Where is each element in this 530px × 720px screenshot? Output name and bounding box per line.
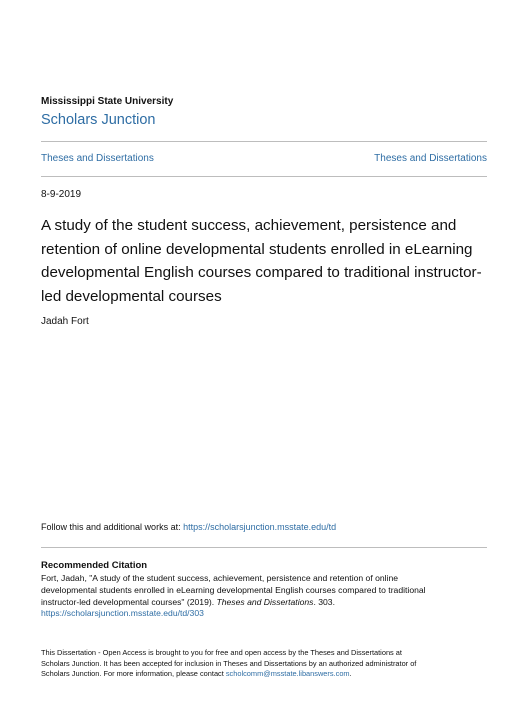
collection-link-right[interactable]: Theses and Dissertations	[374, 153, 487, 164]
citation-line: Fort, Jadah, "A study of the student success, achievement, persistence and retention of online	[41, 573, 399, 583]
follow-line	[41, 522, 336, 532]
follow-link[interactable]: https://scholarsjunction.msstate.edu/td	[183, 522, 337, 532]
repository-link[interactable]: Scholars Junction	[41, 112, 156, 128]
institution-name: Mississippi State University	[41, 96, 174, 107]
citation-line: developmental students enrolled in eLearning developmental English courses compared to traditional	[41, 584, 426, 595]
follow-text: Follow this and additional works at:	[41, 522, 184, 532]
divider	[41, 547, 487, 548]
divider	[41, 141, 487, 142]
cover-page	[41, 0, 487, 720]
author-name: Jadah Fort	[41, 316, 89, 327]
citation-heading: Recommended Citation	[41, 560, 148, 571]
title-line: led developmental courses	[41, 287, 222, 305]
citation-series: Theses and Dissertations	[216, 596, 314, 607]
notice-end: .	[349, 669, 352, 679]
notice-line: Scholars Junction. For more information, please contact	[41, 669, 226, 679]
document-title	[41, 214, 487, 308]
title-line: retention of online developmental students enrolled in eLearning	[41, 240, 473, 258]
divider	[41, 176, 487, 177]
citation-url-link[interactable]: https://scholarsjunction.msstate.edu/td/303	[41, 608, 204, 619]
title-line: A study of the student success, achievement, persistence and	[41, 217, 457, 234]
notice-line: Scholars Junction. It has been accepted for inclusion in Theses and Dissertations by an authorized administrator of	[41, 658, 417, 668]
publication-date: 8-9-2019	[41, 189, 82, 200]
collection-link-left[interactable]: Theses and Dissertations	[41, 153, 154, 164]
citation-number: . 303.	[313, 596, 335, 607]
contact-email-link[interactable]: scholcomm@msstate.libanswers.com	[225, 669, 350, 679]
citation-line: instructor-led developmental courses" (2019).	[41, 596, 217, 607]
access-notice	[41, 648, 487, 680]
citation-text	[41, 573, 487, 620]
notice-line: This Dissertation - Open Access is brought to you for free and open access by the Theses and Dissertations at	[41, 648, 402, 657]
title-line: developmental English courses compared to traditional instructor-	[41, 264, 482, 281]
